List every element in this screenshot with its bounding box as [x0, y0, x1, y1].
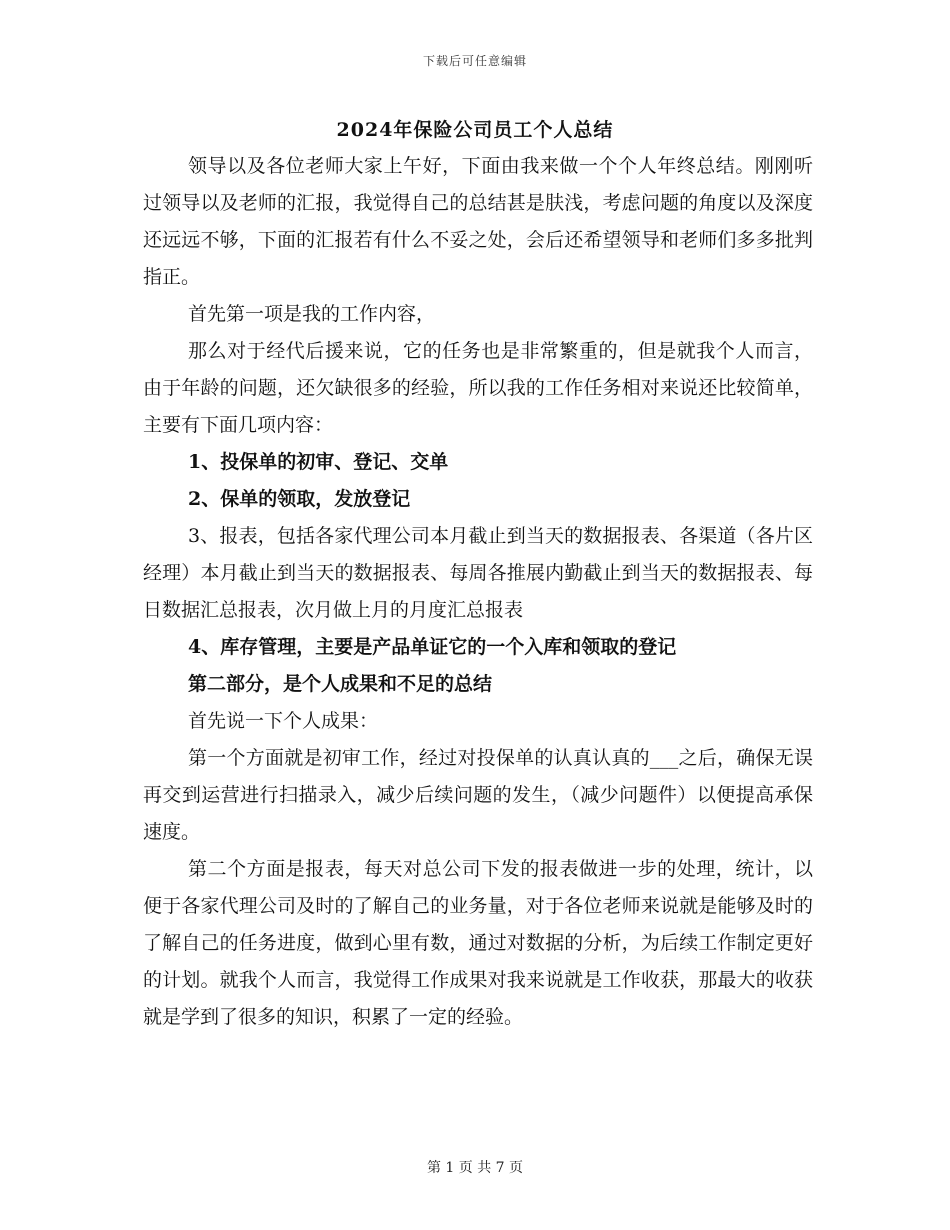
list-item-1: 1、投保单的初审、登记、交单	[188, 451, 449, 473]
document-title: 2024年保险公司员工个人总结	[336, 119, 614, 141]
document-body	[143, 148, 813, 1036]
download-note: 下载后可任意编辑	[422, 54, 527, 68]
page-number: 第 1 页 共 7 页	[426, 1160, 524, 1176]
paragraph-work-content-intro: 首先第一项是我的工作内容，	[188, 303, 436, 325]
section-heading-part-two: 第二部分，是个人成果和不足的总结	[188, 673, 493, 695]
paragraph-achievements-intro: 首先说一下个人成果：	[188, 710, 379, 732]
list-item-4: 4、库存管理，主要是产品单证它的一个入库和领取的登记	[188, 636, 677, 658]
list-item-3: 3、报表，包括各家代理公司本月截止到当天的数据报表、各渠道（各片区经理）本月截止到当天的数据报表、每周各推展内勤截止到当天的数据报表、每日数据汇总报表，次月做上月的月度汇总报表	[143, 525, 813, 621]
paragraph-work-overview: 那么对于经代后援来说，它的任务也是非常繁重的，但是就我个人而言，由于年龄的问题，还欠缺很多的经验，所以我的工作任务相对来说还比较简单，主要有下面几项内容：	[143, 340, 813, 436]
paragraph-achievement-2: 第二个方面是报表，每天对总公司下发的报表做进一步的处理，统计，以便于各家代理公司及时的了解自己的业务量，对于各位老师来说就是能够及时的了解自己的任务进度，做到心里有数，通过对数据的分析，为后续工作制定更好的计划。就我个人而言，我觉得工作成果对我来说就是工作收获，那最大的收获就是学到了很多的知识，积累了一定的经验。	[143, 858, 813, 1028]
paragraph-achievement-1: 第一个方面就是初审工作，经过对投保单的认真认真的___之后，确保无误再交到运营进行扫描录入，减少后续问题的发生，（减少问题件）以便提高承保速度。	[143, 747, 813, 843]
paragraph-opening: 领导以及各位老师大家上午好，下面由我来做一个个人年终总结。刚刚听过领导以及老师的汇报，我觉得自己的总结甚是肤浅，考虑问题的角度以及深度还远远不够，下面的汇报若有什么不妥之处，会后还希望领导和老师们多多批判指正。	[143, 155, 813, 288]
list-item-2: 2、保单的领取，发放登记	[188, 488, 411, 510]
